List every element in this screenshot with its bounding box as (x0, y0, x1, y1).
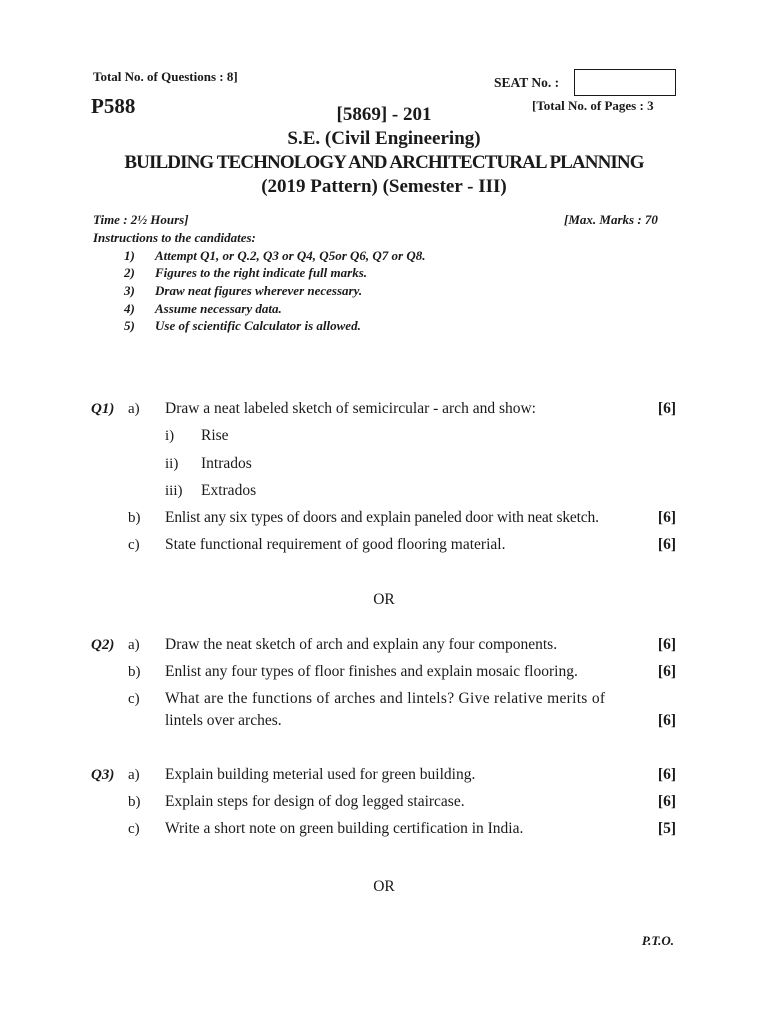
question-text: State functional requirement of good flooring material. (165, 536, 506, 553)
marks: [6] (657, 793, 676, 810)
question-text: Write a short note on green building certification in India. (165, 820, 524, 837)
instruction-num: 5) (124, 318, 135, 333)
subitem-num: i) (165, 428, 175, 444)
question-number: Q2) (91, 637, 115, 653)
part-label: a) (128, 401, 140, 417)
marks: [6] (657, 712, 676, 729)
subitem-num: ii) (165, 456, 179, 472)
instruction-num: 1) (124, 248, 135, 263)
question-text: Explain building meterial used for green building. (165, 766, 476, 783)
marks: [6] (657, 636, 676, 653)
instruction-num: 2) (124, 265, 135, 280)
or-separator: OR (373, 878, 395, 895)
question-text: What are the functions of arches and lintels? Give relative merits of (165, 690, 606, 707)
exam-pattern: (2019 Pattern) (Semester - III) (261, 176, 507, 197)
question-text: Explain steps for design of dog legged staircase. (165, 793, 465, 810)
marks: [6] (657, 509, 676, 526)
part-label: b) (128, 794, 141, 810)
part-label: a) (128, 767, 140, 783)
part-label: a) (128, 637, 140, 653)
subitem-text: Extrados (201, 482, 257, 499)
seat-number-box (574, 69, 676, 96)
instruction-text: Assume necessary data. (155, 301, 282, 316)
marks: [6] (657, 536, 676, 553)
marks: [6] (657, 663, 676, 680)
max-marks: [Max. Marks : 70 (564, 212, 658, 227)
instruction-text: Attempt Q1, or Q.2, Q3 or Q4, Q5or Q6, Q7 or Q8. (155, 248, 426, 263)
total-questions: Total No. of Questions : 8] (93, 69, 238, 84)
part-label: b) (128, 664, 141, 680)
subitem-text: Rise (201, 427, 229, 444)
marks: [5] (657, 820, 676, 837)
instruction-text: Use of scientific Calculator is allowed. (155, 318, 361, 333)
total-pages: [Total No. of Pages : 3 (532, 98, 654, 113)
question-text: Draw a neat labeled sketch of semicircular - arch and show: (165, 400, 536, 417)
question-number: Q1) (91, 401, 115, 417)
question-text: Enlist any four types of floor finishes and explain mosaic flooring. (165, 663, 578, 680)
instructions-title: Instructions to the candidates: (93, 230, 256, 245)
instruction-num: 4) (124, 301, 135, 316)
marks: [6] (657, 766, 676, 783)
subitem-num: iii) (165, 483, 183, 499)
instruction-text: Figures to the right indicate full marks. (155, 265, 368, 280)
part-label: c) (128, 691, 140, 707)
question-number: Q3) (91, 767, 115, 783)
part-label: c) (128, 537, 140, 553)
course-title: S.E. (Civil Engineering) (287, 128, 481, 149)
exam-code: [5869] - 201 (336, 104, 432, 125)
part-label: c) (128, 821, 140, 837)
part-label: b) (128, 510, 141, 526)
instruction-text: Draw neat figures wherever necessary. (155, 283, 363, 298)
question-text: Enlist any six types of doors and explain paneled door with neat sketch. (165, 509, 599, 526)
paper-code: P588 (91, 94, 136, 118)
marks: [6] (657, 400, 676, 417)
instruction-num: 3) (124, 283, 135, 298)
page-turn-over: P.T.O. (641, 933, 674, 948)
seat-label: SEAT No. : (494, 75, 560, 90)
question-text-continued: lintels over arches. (165, 712, 282, 729)
question-text: Draw the neat sketch of arch and explain any four components. (165, 636, 558, 653)
or-separator: OR (373, 591, 395, 608)
subitem-text: Intrados (201, 455, 252, 472)
subject-title: BUILDING TECHNOLOGY AND ARCHITECTURAL PLANNING (124, 152, 644, 173)
time-allowed: Time : 2½ Hours] (93, 212, 189, 227)
